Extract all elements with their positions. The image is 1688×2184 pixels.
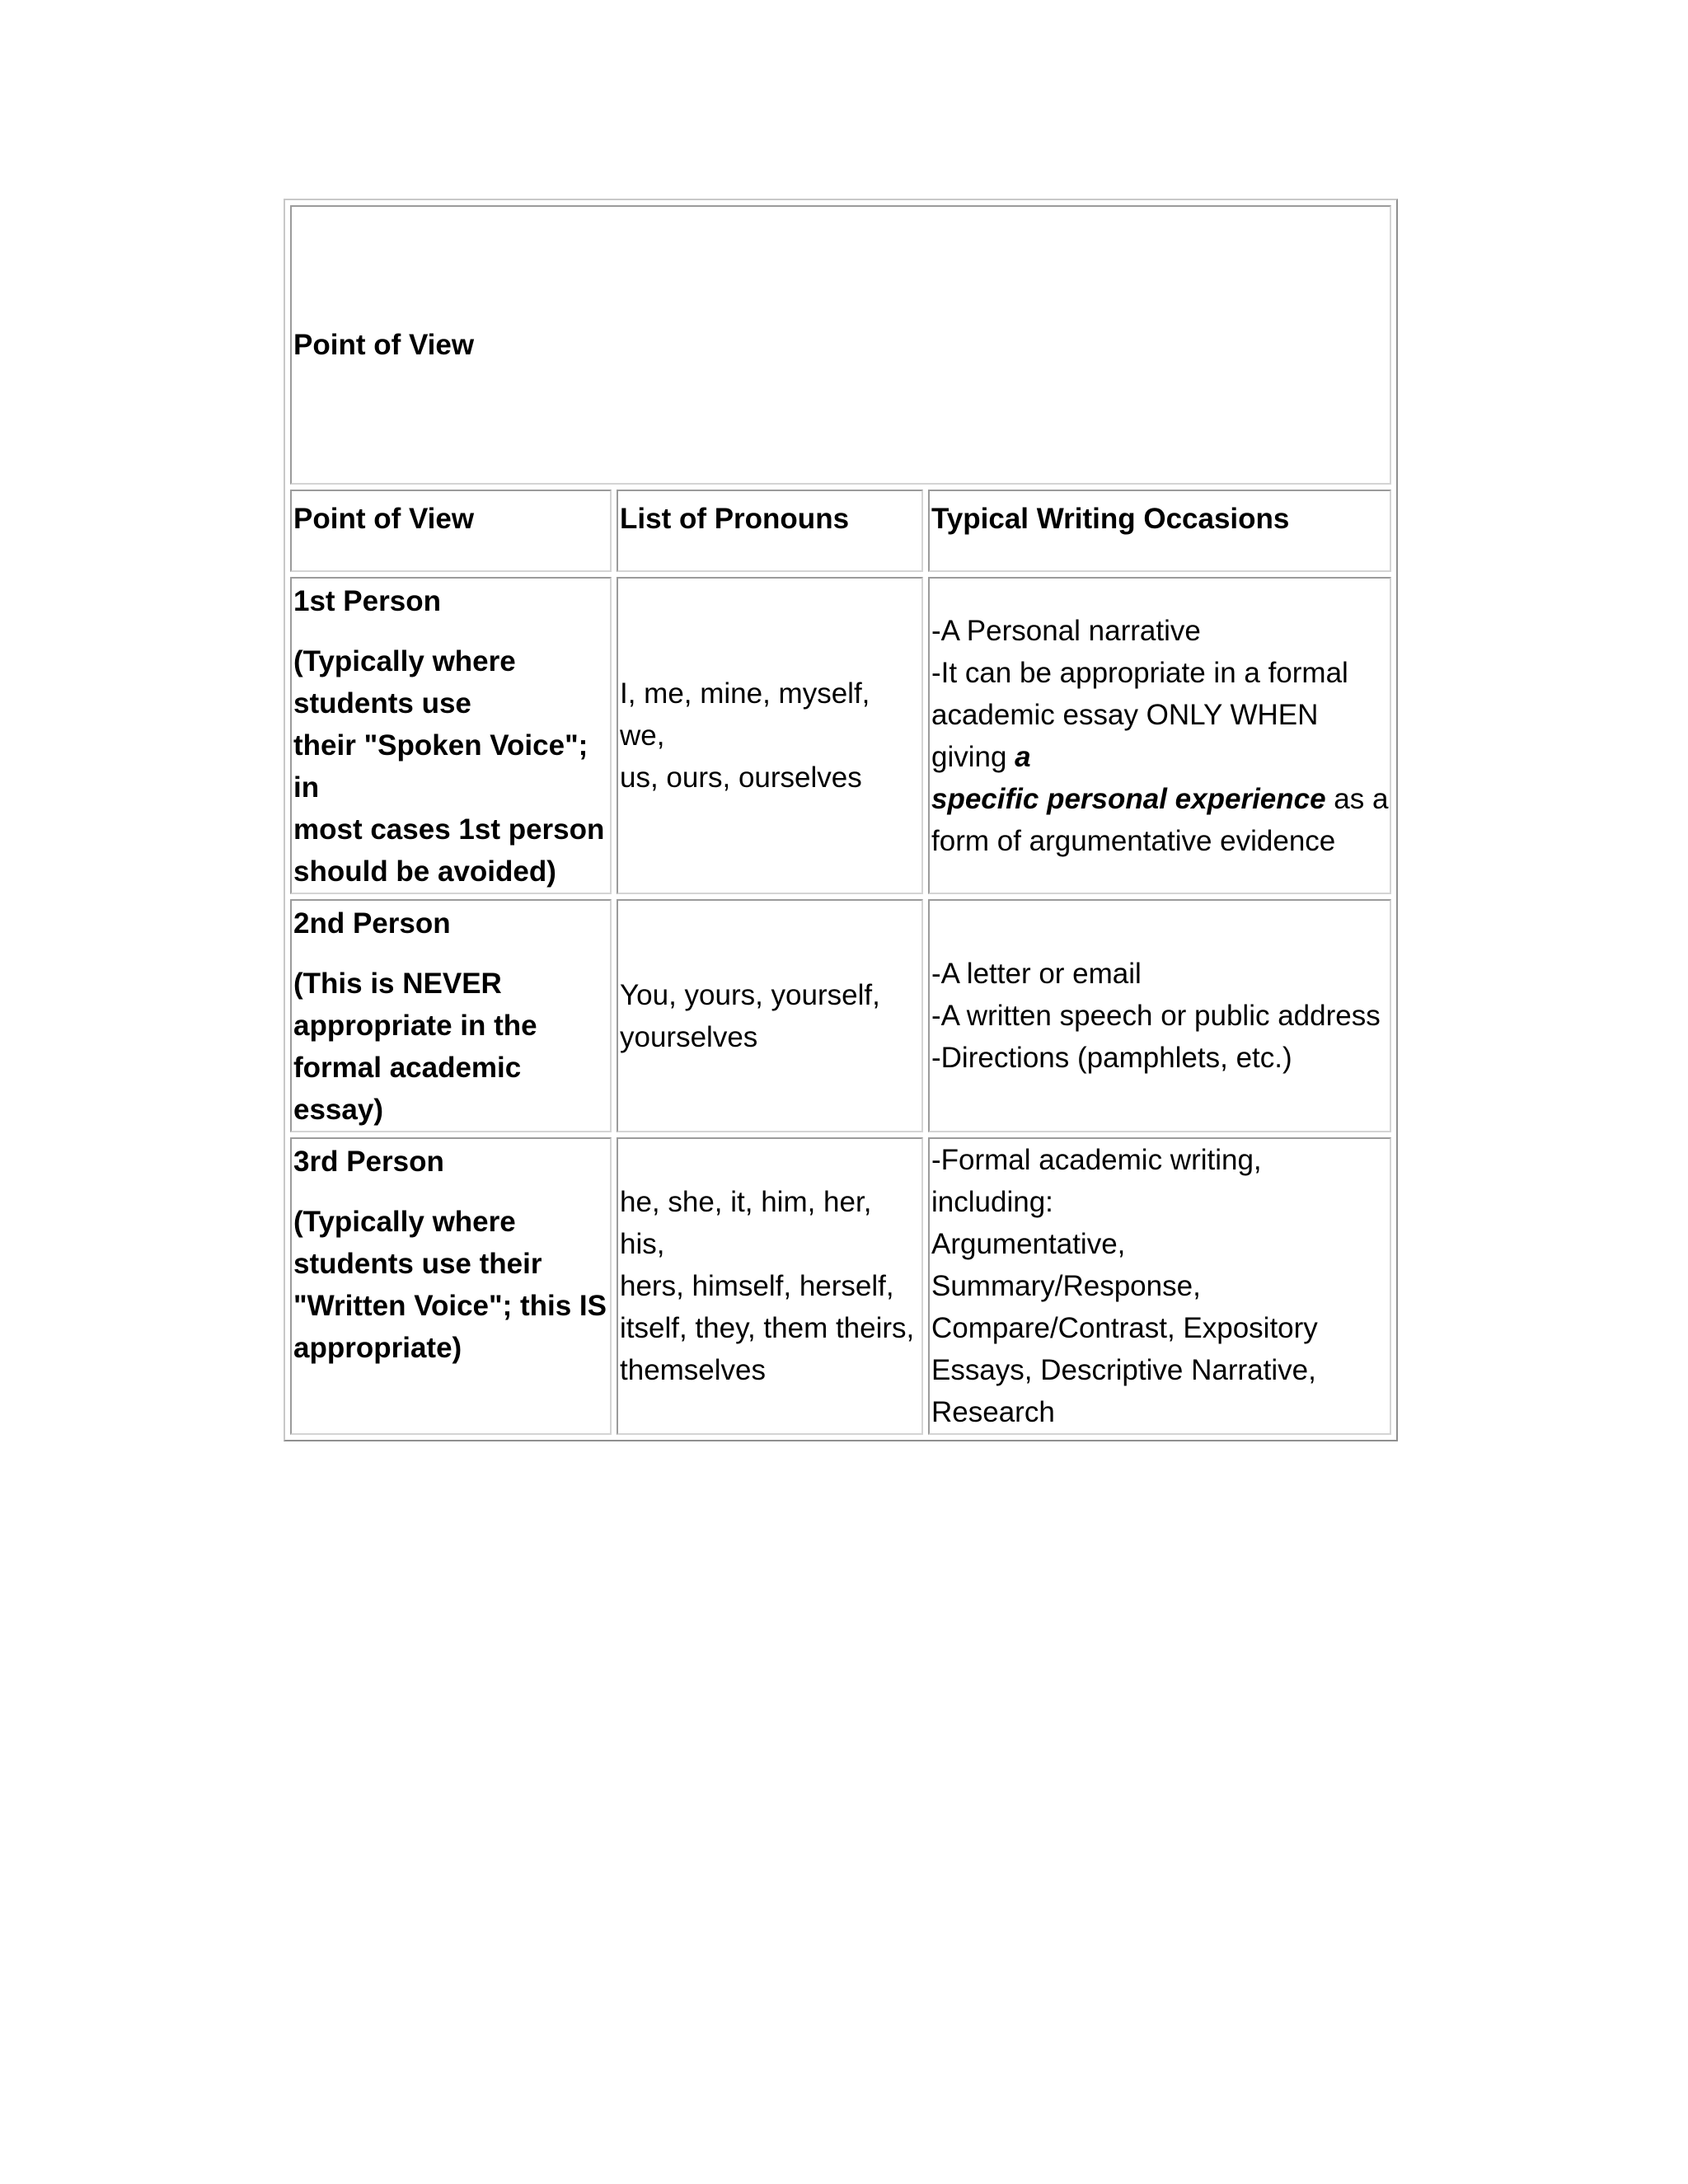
pronouns-cell: You, yours, yourself, yourselves [617,899,923,1132]
table-row [290,577,1391,894]
table-row [290,899,1391,1132]
point-of-view-table [284,199,1398,1441]
pov-note: (Typically where students use their "Written Voice"; this IS appropriate) [293,1206,607,1364]
pov-cell-third-person [290,1137,612,1435]
header-row [290,490,1391,572]
pov-cell-second-person [290,899,612,1132]
table-title: Point of View [290,205,1391,485]
pov-label: 2nd Person [293,907,451,940]
pov-label: 1st Person [293,585,441,617]
pov-label: 3rd Person [293,1146,444,1178]
pov-cell-first-person [290,577,612,894]
occasions-cell: -Formal academic writing, including: Argumentative, Summary/Response, Compare/Contrast, Expository Essays, Descriptive Narrative, Research [928,1137,1391,1435]
pronouns-cell: I, me, mine, myself, we, us, ours, ourselves [617,577,923,894]
emphasis-text: a [1015,740,1031,773]
header-writing-occasions: Typical Writing Occasions [928,490,1391,572]
pronouns-cell: he, she, it, him, her, his, hers, himself, herself, itself, they, them theirs, themselves [617,1137,923,1435]
pov-note: (Typically where students use their "Spoken Voice"; in most cases 1st person should be avoided) [293,645,605,888]
occasions-cell: -A letter or email -A written speech or public address -Directions (pamphlets, etc.) [928,899,1391,1132]
header-list-of-pronouns: List of Pronouns [617,490,923,572]
emphasis-text: specific personal experience [931,782,1326,815]
table-row [290,1137,1391,1435]
occasions-cell: -A Personal narrative -It can be appropriate in a formal academic essay ONLY WHEN giving a specific personal experience as a form of argumentative evidence [928,577,1391,894]
pov-note: (This is NEVER appropriate in the formal academic essay) [293,968,537,1126]
header-point-of-view: Point of View [290,490,612,572]
